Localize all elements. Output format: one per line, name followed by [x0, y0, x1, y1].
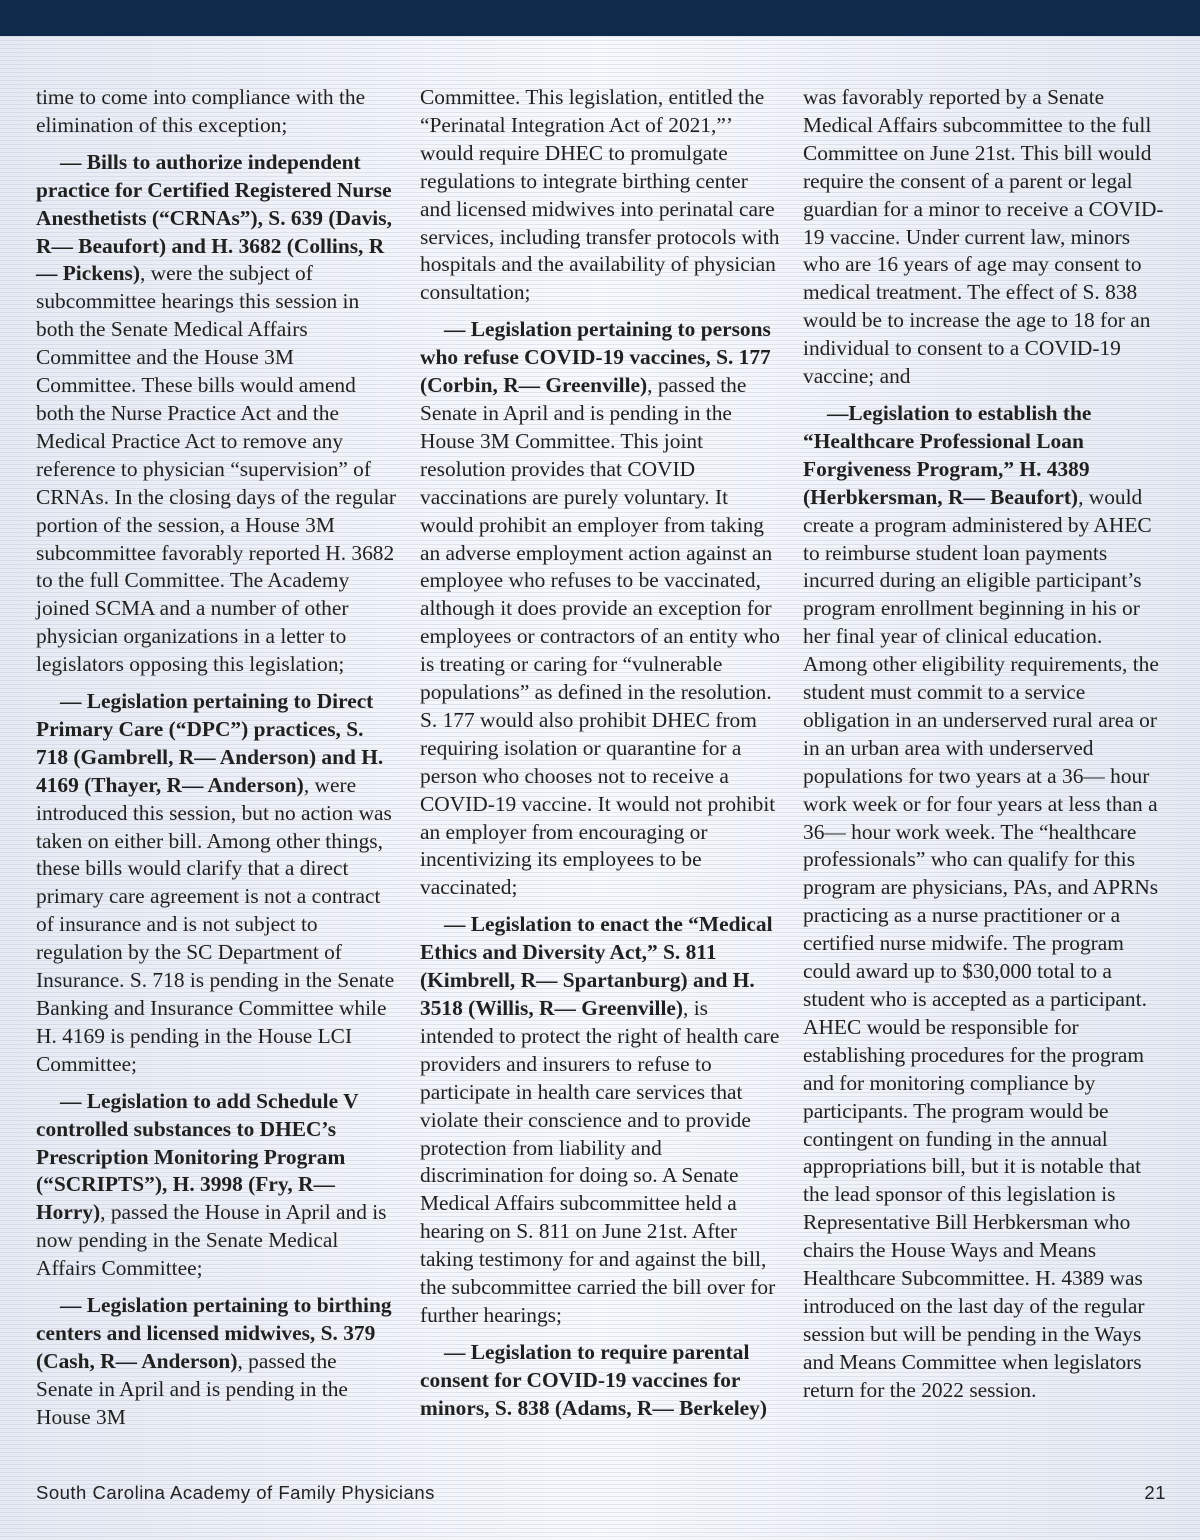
paragraph [36, 1292, 398, 1432]
article-body [36, 84, 1166, 1474]
paragraph-lead: —Legislation to establish the “Healthcare Professional Loan Forgiveness Program,” H. 4389 (Herbkersman, R— Beaufort) [803, 400, 1092, 509]
paragraph [36, 84, 398, 140]
paragraph [420, 1339, 782, 1423]
paragraph-lead: — Bills to authorize independent practice for Certified Registered Nurse Anesthetists (“CRNAs”), S. 639 (Davis, R— Beaufort) and H. 3682 (Collins, R— Pickens) [36, 149, 392, 286]
page-number: 21 [1144, 1482, 1166, 1503]
paragraph-lead: — Legislation to require parental consent for COVID-19 vaccines for minors, S. 838 (Adams, R— Berkeley) [420, 1339, 767, 1420]
paragraph [36, 149, 398, 679]
paragraph [36, 1088, 398, 1283]
column-1 [36, 84, 398, 1441]
paragraph-text: , passed the Senate in April and is pending in the House 3M Committee. This joint resolution provides that COVID vaccinations are purely voluntary. It would prohibit an employer from taking an adverse employment action against an employee who refuses to be vaccinated, although it does provide an exception for employees or contractors of an entity who is treating or caring for “vulnerable populations” as defined in the resolution. S. 177 would also prohibit DHEC from requiring isolation or quarantine for a person who chooses not to receive a COVID-19 vaccine. It would not prohibit an employer from encouraging or incentivizing its employees to be vaccinated; [420, 373, 780, 900]
paragraph [420, 316, 782, 902]
paragraph-text: , would create a program administered by AHEC to reimburse student loan payments incurred during an eligible participant’s program enrollment beginning in his or her final year of clinical education. Among other eligibility requirements, the student must commit to a service obligation in an underserved rural area or in an urban area with underserved populations for two years at a 36— hour work week or for four years at less than a 36— hour work week. The “healthcare professionals” who can qualify for this program are physicians, PAs, and APRNs practicing as a nurse practitioner or a certified nurse midwife. The program could award up to $30,000 total to a student who is accepted as a participant. AHEC would be responsible for establishing procedures for the program and for monitoring compliance by participants. The program would be contingent on funding in the annual appropriations bill, but it is notable that the lead sponsor of this legislation is Representative Bill Herbkersman who chairs the House Ways and Means Healthcare Subcommittee. H. 4389 was introduced on the last day of the regular session but will be pending in the Ways and Means Committee when legislators return for the 2022 session. [803, 484, 1159, 1402]
paragraph-text: was favorably reported by a Senate Medical Affairs subcommittee to the full Committee on June 21st. This bill would require the consent of a parent or legal guardian for a minor to receive a COVID-19 vaccine. Under current law, minors who are 16 years of age may consent to medical treatment. The effect of S. 838 would be to increase the age to 18 for an individual to consent to a COVID-19 vaccine; and [803, 85, 1164, 389]
paragraph [803, 400, 1165, 1405]
paragraph-text: , were the subject of subcommittee hearings this session in both the Senate Medical Affairs Committee and the House 3M Committee. These bills would amend both the Nurse Practice Act and the Medical Practice Act to remove any reference to physician “supervision” of CRNAs. In the closing days of the regular portion of the session, a House 3M subcommittee favorably reported H. 3682 to the full Committee. The Academy joined SCMA and a number of other physician organizations in a letter to legislators opposing this legislation; [36, 261, 397, 677]
column-3 [803, 84, 1165, 1414]
paragraph-lead: — Legislation pertaining to birthing centers and licensed midwives, S. 379 (Cash, R— Anderson) [36, 1293, 392, 1373]
paragraph-text: , were introduced this session, but no action was taken on either bill. Among other things, these bills would clarify that a direct primary care agreement is not a contract of insurance and is not subject to regulation by the SC Department of Insurance. S. 718 is pending in the Senate Banking and Insurance Committee while H. 4169 is pending in the House LCI Committee; [36, 772, 395, 1076]
page-footer [36, 1482, 1166, 1510]
paragraph-text: , passed the Senate in April and is pending in the House 3M [36, 1348, 348, 1429]
paragraph [420, 911, 782, 1330]
paragraph-lead: — Legislation pertaining to persons who refuse COVID-19 vaccines, S. 177 (Corbin, R— Greenville) [420, 317, 771, 398]
paragraph-text: Committee. This legislation, entitled the “Perinatal Integration Act of 2021,”’ would require DHEC to promulgate regulations to integrate birthing center and licensed midwives into perinatal care services, including transfer protocols with hospitals and the availability of physician consultation; [420, 85, 780, 305]
paragraph [36, 688, 398, 1079]
paragraph-lead: — Legislation to add Schedule V controlled substances to DHEC’s Prescription Monitoring Program (“SCRIPTS”), H. 3998 (Fry, R— Horry) [36, 1088, 359, 1225]
publication-name: South Carolina Academy of Family Physicians [36, 1482, 435, 1503]
paragraph-lead: — Legislation to enact the “Medical Ethics and Diversity Act,” S. 811 (Kimbrell, R— Spartanburg) and H. 3518 (Willis, R— Greenville) [420, 912, 773, 1020]
paragraph-text: , is intended to protect the right of health care providers and insurers to refuse to participate in health care services that violate their conscience and to provide protection from liability and discrimination for doing so. A Senate Medical Affairs subcommittee held a hearing on S. 811 on June 21st. After taking testimony for and against the bill, the subcommittee carried the bill over for further hearings; [420, 996, 780, 1327]
paragraph-text: time to come into compliance with the elimination of this exception; [36, 85, 366, 137]
paragraph-lead: — Legislation pertaining to Direct Primary Care (“DPC”) practices, S. 718 (Gambrell, R— Anderson) and H. 4169 (Thayer, R— Anderson) [36, 689, 384, 797]
top-header-bar [0, 0, 1200, 36]
column-2 [420, 84, 782, 1432]
paragraph [420, 84, 782, 307]
paragraph [803, 84, 1165, 391]
paragraph-text: , passed the House in April and is now pending in the Senate Medical Affairs Committee; [36, 1200, 387, 1281]
